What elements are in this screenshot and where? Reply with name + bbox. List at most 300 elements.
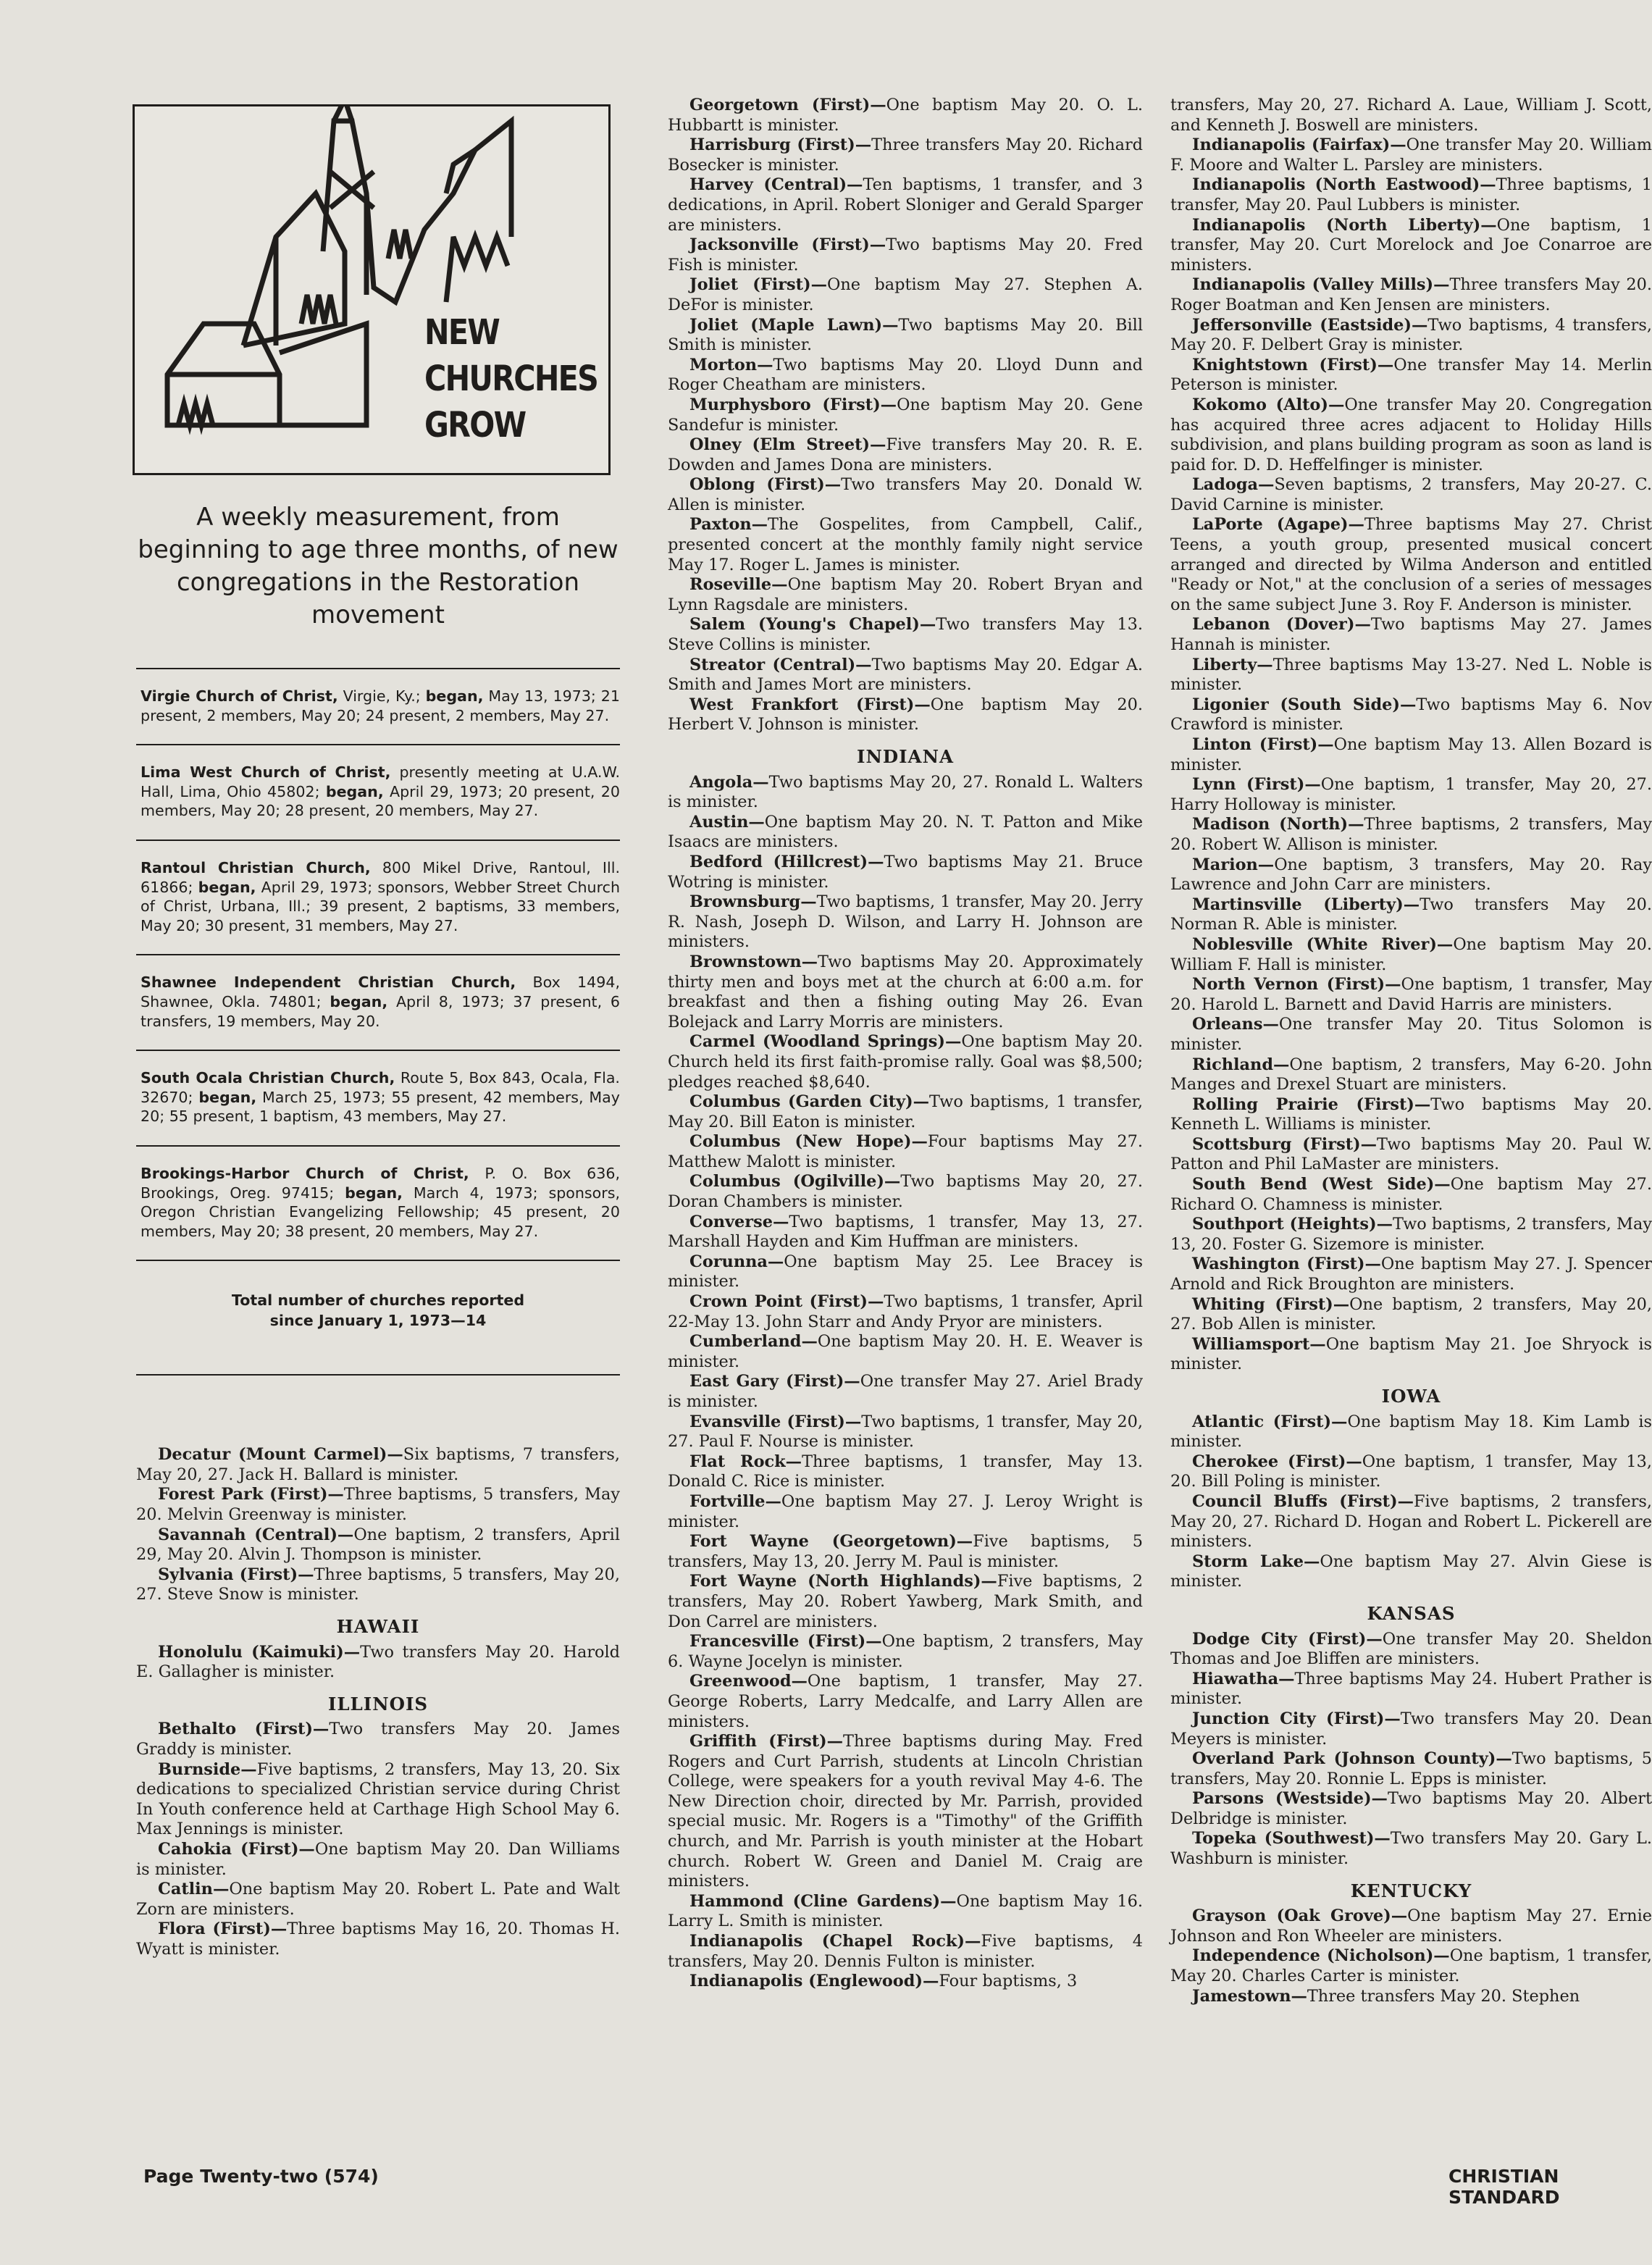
church-entry — [668, 515, 1143, 575]
congregation-address: 800 Mikel Drive, Rantoul, Ill. 61866; — [141, 858, 620, 896]
began-label: began, — [198, 878, 256, 896]
church-report: One baptism May 20. Robert Bryan and Lynn Ragsdale are ministers. — [668, 575, 1143, 614]
church-report: Two baptisms May 20. Fred Fish is minister. — [668, 235, 1143, 275]
church-report: Two baptisms, 1 transfer, May 20, 27. Paul F. Nourse is minister. — [668, 1412, 1143, 1452]
church-name: Decatur (Mount Carmel)— — [158, 1445, 403, 1465]
church-report: Ten baptisms, 1 transfer, and 3 dedications, in April. Robert Sloniger and Gerald Sparger are ministers. — [668, 175, 1143, 235]
church-entry — [1170, 395, 1652, 475]
church-report: Two baptisms, 5 transfers, May 20. Ronnie L. Epps is minister. — [1170, 1749, 1652, 1788]
church-report: Two transfers May 20. James Graddy is minister. — [136, 1720, 620, 1759]
church-entry — [668, 1132, 1143, 1172]
church-name: Columbus (Garden City)— — [689, 1092, 930, 1112]
church-name: Indianapolis (North Liberty)— — [1192, 215, 1497, 235]
church-name: West Frankfort (First)— — [689, 695, 931, 714]
church-report: Two baptisms, 1 transfer, May 20. Bill Eaton is minister. — [668, 1092, 1143, 1131]
church-name: Martinsville (Liberty)— — [1192, 895, 1420, 914]
church-name: Council Bluffs (First)— — [1192, 1491, 1414, 1511]
state-heading-kentucky: KENTUCKY — [1350, 1880, 1472, 1901]
church-name: East Gary (First)— — [689, 1372, 860, 1391]
church-name: Rolling Prairie (First)— — [1192, 1094, 1431, 1114]
logo-line-churches: CHURCHES — [424, 359, 598, 399]
church-report: Three baptisms, 5 transfers, May 20, 27. Steve Snow is minister. — [136, 1565, 620, 1604]
congregation-address: presently meeting at U.A.W. Hall, Lima, Ohio 45802; — [141, 763, 621, 800]
church-name: Parsons (Westside)— — [1192, 1789, 1388, 1809]
church-entry — [668, 1532, 1143, 1572]
congregation-address: Route 5, Box 843, Ocala, Fla. 32670; — [141, 1069, 620, 1106]
church-name: Cherokee (First)— — [1192, 1452, 1362, 1471]
church-report: One baptism, 2 transfers, April 29, May 20. Alvin J. Thompson is minister. — [136, 1525, 620, 1565]
church-report: Two baptisms, 2 transfers, May 13, 20. Foster G. Sizemore is minister. — [1170, 1215, 1652, 1254]
church-entry — [668, 175, 1143, 235]
church-report: One baptism, 1 transfer, May 20, 27. Harry Holloway is minister. — [1170, 775, 1652, 814]
church-entry — [1170, 735, 1652, 775]
church-report: One baptism, 1 transfer, May 20. Harold L. Barnett and David Harris are ministers. — [1170, 975, 1652, 1014]
state-heading-illinois: ILLINOIS — [327, 1693, 429, 1715]
church-entry — [1170, 96, 1652, 135]
began-label: began, — [330, 992, 388, 1010]
church-name: Indianapolis (Valley Mills)— — [1192, 275, 1450, 295]
church-report: Three baptisms, 1 transfer, May 20. Paul Lubbers is minister. — [1170, 175, 1652, 214]
church-name: Harvey (Central)— — [689, 175, 863, 195]
church-name: Hammond (Cline Gardens)— — [689, 1891, 957, 1911]
church-entry — [668, 1892, 1143, 1932]
church-report: Two baptisms May 20. Approximately thirty men and boys met at the church at 6:00 a.m. for breakfast and then a fishing outing May 26. Evan Bolejack and Larry Morris are ministers. — [668, 952, 1143, 1031]
church-report: One baptism May 20. Church held its first faith-promise rally. Goal was $8,500; pledges reached $8,640. — [668, 1032, 1144, 1092]
church-entry — [668, 1972, 1143, 1992]
church-name: Salem (Young's Chapel)— — [689, 615, 936, 635]
church-entry — [1170, 216, 1652, 276]
church-entry — [1170, 615, 1652, 655]
church-report: Two baptisms May 6. Nov Crawford is minister. — [1170, 695, 1652, 734]
church-report: One baptism May 21. Joe Shryock is minister. — [1170, 1334, 1652, 1374]
church-name: Joliet (Maple Lawn)— — [689, 315, 899, 335]
church-entry — [1170, 1015, 1652, 1055]
church-name: Griffith (First)— — [689, 1732, 844, 1751]
church-name: Richland— — [1192, 1055, 1290, 1074]
church-entry — [1170, 935, 1652, 975]
church-entry — [136, 1525, 620, 1565]
church-name: Forest Park (First)— — [158, 1485, 344, 1504]
church-entry — [1170, 775, 1652, 815]
church-name: Harrisburg (First)— — [689, 135, 872, 155]
began-label: began, — [325, 782, 384, 800]
church-report: Two baptisms, 1 transfer, May 13, 27. Marshall Hayden and Kim Huffman are ministers. — [668, 1212, 1143, 1252]
church-entry — [1170, 1255, 1652, 1294]
church-report: Three transfers May 20. Richard Bosecker is minister. — [668, 135, 1144, 175]
church-entry — [1170, 855, 1652, 895]
church-name: Washington (First)— — [1192, 1255, 1381, 1274]
church-entry — [668, 813, 1143, 853]
church-entry — [668, 395, 1143, 435]
church-entry — [136, 1485, 620, 1525]
church-name: Indianapolis (North Eastwood)— — [1192, 175, 1496, 195]
church-name: Catlin— — [158, 1880, 230, 1899]
church-entry — [668, 1672, 1143, 1732]
church-name: Bedford (Hillcrest)— — [689, 852, 884, 871]
church-report: Two transfers May 20. Harold E. Gallagher is minister. — [136, 1642, 621, 1682]
church-name: Scottsburg (First)— — [1192, 1134, 1378, 1154]
church-report: Two transfers May 13. Steve Collins is minister. — [668, 615, 1143, 655]
church-report: Two baptisms, 1 transfer, May 20. Jerry R. Nash, Joseph D. Wilson, and Larry H. Johnson are ministers. — [668, 892, 1143, 952]
church-name: Liberty— — [1192, 655, 1273, 674]
church-entry — [1170, 316, 1652, 356]
church-entry — [668, 1732, 1143, 1892]
new-congregation-records — [136, 668, 620, 1260]
church-name: Joliet (First)— — [689, 275, 827, 295]
church-report: Six baptisms, 7 transfers, May 20, 27. Jack H. Ballard is minister. — [136, 1445, 620, 1484]
page-number-footer: Page Twenty-two (574) — [143, 2166, 379, 2187]
church-name: Morton— — [689, 355, 773, 374]
church-name: Linton (First)— — [1192, 735, 1334, 754]
church-name: Junction City (First)— — [1192, 1709, 1401, 1728]
church-report: One transfer May 20. Congregation has acquired three acres adjacent to Holiday Hills subdivision, and plans building program as soon as land is paid for. D. D. Heffelfinger is minister. — [1170, 395, 1652, 474]
church-name: Oblong (First)— — [689, 475, 842, 495]
church-name: Knightstown (First)— — [1192, 355, 1394, 374]
church-report: Four baptisms May 27. Matthew Malott is minister. — [668, 1132, 1144, 1171]
church-report: One baptism, 2 transfers, May 6. Wayne Jocelyn is minister. — [668, 1632, 1143, 1671]
church-entry — [136, 1720, 620, 1759]
state-heading-kansas: KANSAS — [1367, 1602, 1456, 1624]
church-entry — [136, 1643, 620, 1683]
entries-illinois — [136, 1720, 620, 1959]
intro-caption: A weekly measurement, from beginning to age three months, of new congregations in the Restoration movement — [138, 503, 619, 629]
began-label: began, — [345, 1184, 403, 1202]
church-name: Ligonier (South Side)— — [1192, 695, 1417, 714]
church-name: Carmel (Woodland Springs)— — [689, 1032, 962, 1052]
congregation-address: Virgie, Ky.; — [337, 687, 426, 705]
church-name: Atlantic (First)— — [1192, 1412, 1348, 1431]
church-name: LaPorte (Agape)— — [1192, 515, 1364, 535]
church-entry — [136, 1760, 620, 1840]
church-entry — [1170, 1670, 1652, 1709]
church-report: One baptism May 20. Dan Williams is minister. — [136, 1839, 620, 1879]
church-report: One baptism, 1 transfer, May 20. Charles Carter is minister. — [1170, 1946, 1652, 1986]
church-entry — [668, 1213, 1143, 1252]
church-name: Lynn (First)— — [1192, 775, 1321, 795]
church-report: One baptism May 20. Herbert V. Johnson is minister. — [668, 695, 1144, 734]
congregation-details: April 8, 1973; 37 present, 6 transfers, 19 members, May 20. — [141, 992, 621, 1030]
church-entry — [1170, 515, 1652, 615]
church-entry — [668, 1932, 1143, 1972]
church-entry — [136, 1880, 620, 1919]
church-report: Two baptisms May 20. Kenneth L. Williams is minister. — [1170, 1094, 1652, 1134]
congregation-address: P. O. Box 636, Brookings, Oreg. 97415; — [141, 1164, 621, 1202]
church-name: Brownsburg— — [689, 892, 817, 912]
church-name: Topeka (Southwest)— — [1192, 1829, 1391, 1849]
church-entry — [668, 615, 1143, 655]
congregation-record — [136, 669, 620, 744]
congregation-details: March 4, 1973; sponsors, Oregon Christian Evangelizing Fellowship; 45 present, 20 members, May 20; 38 present, 20 members, May 27. — [141, 1184, 620, 1240]
column-right — [1170, 96, 1652, 2006]
church-entry — [668, 953, 1143, 1032]
congregation-details: April 29, 1973; 20 present, 20 members, May 20; 28 present, 20 members, May 27. — [141, 782, 620, 820]
logo-line-new: NEW — [424, 312, 500, 353]
church-entry — [1170, 1709, 1652, 1749]
church-report: Three baptisms May 24. Hubert Prather is minister. — [1170, 1669, 1652, 1709]
church-report: One baptism May 25. Lee Bracey is minister. — [668, 1252, 1143, 1291]
church-report: One baptism, 3 transfers, May 20. Ray Lawrence and John Carr are ministers. — [1170, 855, 1652, 895]
church-report: Two transfers May 20. Gary L. Washburn is minister. — [1170, 1829, 1652, 1869]
church-entry — [668, 575, 1143, 615]
church-name: Independence (Nicholson)— — [1192, 1946, 1450, 1966]
church-report: Three baptisms, 5 transfers, May 20. Melvin Greenway is minister. — [136, 1485, 621, 1525]
total-line-2: since January 1, 1973—14 — [269, 1312, 487, 1330]
church-entry — [1170, 356, 1652, 395]
church-entry — [668, 235, 1143, 275]
church-report: One baptism May 20. Robert L. Pate and Walt Zorn are ministers. — [136, 1880, 620, 1919]
church-name: Roseville— — [689, 575, 788, 595]
church-entry — [1170, 1452, 1652, 1492]
church-entry — [1170, 1946, 1652, 1986]
church-entry — [668, 773, 1143, 813]
logo-text — [424, 309, 598, 448]
church-report: One baptism, 1 transfer, May 13, 20. Bill Poling is minister. — [1170, 1452, 1652, 1491]
church-entry — [668, 1492, 1143, 1532]
church-report: Five transfers May 20. R. E. Dowden and James Dona are ministers. — [668, 435, 1143, 474]
church-name: Hiawatha— — [1192, 1669, 1295, 1688]
church-entry — [668, 1172, 1143, 1212]
church-report: Three baptisms May 13-27. Ned L. Noble is minister. — [1170, 655, 1652, 695]
church-entry — [136, 1445, 620, 1485]
church-name: Fortville— — [689, 1491, 781, 1511]
church-entry — [668, 1452, 1143, 1492]
church-name: South Bend (West Side)— — [1192, 1175, 1451, 1194]
church-report: One baptism May 27. J. Leroy Wright is minister. — [668, 1491, 1143, 1531]
church-name: Dodge City (First)— — [1192, 1629, 1383, 1649]
church-entry — [668, 1632, 1143, 1672]
church-report: Three transfers May 20. Stephen — [1307, 1986, 1580, 2006]
church-name: Fort Wayne (Georgetown)— — [689, 1532, 973, 1552]
church-entry — [1170, 656, 1652, 695]
church-name: Crown Point (First)— — [689, 1292, 884, 1312]
church-report: One transfer May 20. Sheldon Thomas and Joe Bliffen are ministers. — [1170, 1629, 1652, 1669]
church-entry — [668, 853, 1143, 892]
church-entry — [668, 1372, 1143, 1412]
church-name: Jamestown— — [1192, 1986, 1307, 2006]
church-report: Two baptisms, 1 transfer, April 22-May 13. John Starr and Andy Pryor are ministers. — [668, 1292, 1144, 1331]
church-report: Two baptisms May 21. Bruce Wotring is minister. — [668, 852, 1144, 892]
church-entry — [668, 135, 1143, 175]
church-entry — [1170, 275, 1652, 315]
church-report: Two baptisms May 20. Bill Smith is minister. — [668, 315, 1143, 355]
church-report: One baptism, 1 transfer, May 20. Curt Morelock and Joe Conarroe are ministers. — [1170, 215, 1652, 275]
church-entry — [1170, 1829, 1652, 1869]
church-name: Kokomo (Alto)— — [1192, 395, 1345, 414]
church-report: Four baptisms, 3 — [939, 1972, 1078, 1991]
church-name: Flora (First)— — [158, 1919, 288, 1939]
church-name: Indianapolis (Englewood)— — [689, 1972, 939, 1991]
congregation-name: Rantoul Christian Church, — [141, 858, 371, 876]
church-name: Jeffersonville (Eastside)— — [1192, 315, 1428, 335]
total-churches-reported — [136, 1261, 620, 1374]
congregation-address: Box 1494, Shawnee, Okla. 74801; — [141, 974, 620, 1010]
congregation-record — [136, 1051, 620, 1145]
church-entry — [1170, 475, 1652, 515]
church-entry — [1170, 1492, 1652, 1552]
entries-hawaii — [136, 1643, 620, 1683]
church-report: Two transfers May 20. Norman R. Able is minister. — [1170, 895, 1652, 934]
church-entry — [1170, 1135, 1652, 1175]
church-entry — [668, 1252, 1143, 1292]
church-entry — [1170, 1749, 1652, 1789]
church-name: Williamsport— — [1192, 1334, 1326, 1354]
congregation-details: May 13, 1973; 21 present, 2 members, May 20; 24 present, 2 members, May 27. — [141, 687, 620, 724]
church-name: Brownstown— — [689, 952, 818, 971]
church-report: The Gospelites, from Campbell, Calif., presented concert at the monthly family night service May 17. Roger L. James is minister. — [668, 515, 1143, 574]
church-entry — [1170, 1630, 1652, 1670]
church-entry — [668, 435, 1143, 475]
church-entry — [668, 316, 1143, 356]
church-name: Indianapolis (Chapel Rock)— — [689, 1932, 981, 1951]
church-report: One baptism May 18. Kim Lamb is minister. — [1170, 1412, 1652, 1452]
church-entry — [668, 275, 1143, 315]
congregation-details: April 29, 1973; sponsors, Webber Street Church of Christ, Urbana, Ill.; 39 present, 2 baptisms, 33 members, May 20; 30 present, 31 members, May 27. — [141, 878, 620, 934]
church-report: One baptism May 20. O. L. Hubbartt is minister. — [668, 96, 1143, 135]
church-name: Lebanon (Dover)— — [1192, 615, 1371, 635]
church-name: Fort Wayne (North Highlands)— — [689, 1572, 997, 1591]
church-report: Three baptisms May 16, 20. Thomas H. Wyatt is minister. — [136, 1919, 620, 1959]
church-name: Sylvania (First)— — [158, 1565, 314, 1584]
church-entry — [668, 1032, 1143, 1092]
church-entry — [668, 96, 1143, 135]
church-name: Francesville (First)— — [689, 1632, 882, 1651]
church-report: Two transfers May 20. Donald W. Allen is minister. — [668, 475, 1143, 514]
column-middle — [668, 96, 1143, 1992]
church-report: One baptism May 20. N. T. Patton and Mike Isaacs are ministers. — [668, 812, 1143, 852]
church-report: Two baptisms, 4 transfers, May 20. F. Delbert Gray is minister. — [1170, 315, 1652, 355]
church-entry — [1170, 1095, 1652, 1135]
church-report: One baptism May 16. Larry L. Smith is minister. — [668, 1891, 1143, 1931]
church-report: Five baptisms, 2 transfers, May 20. Robert Yawberg, Mark Smith, and Don Carrel are ministers. — [668, 1572, 1143, 1631]
church-report: One transfer May 27. Ariel Brady is minister. — [668, 1372, 1143, 1411]
state-heading-indiana: INDIANA — [857, 746, 954, 767]
church-report: One baptism May 27. Richard O. Chamness is minister. — [1170, 1175, 1652, 1214]
church-name: Georgetown (First)— — [689, 96, 886, 114]
church-name: Converse— — [689, 1212, 789, 1231]
church-report: One baptism, 1 transfer, May 27. George Roberts, Larry Medcalfe, and Larry Allen are ministers. — [668, 1672, 1143, 1731]
church-entry — [136, 1919, 620, 1959]
church-name: Burnside— — [158, 1759, 257, 1779]
congregation-details: March 25, 1973; 55 present, 42 members, May 20; 55 present, 1 baptism, 43 members, May 27. — [141, 1088, 620, 1126]
church-name: Bethalto (First)— — [158, 1720, 330, 1739]
church-report: One baptism May 27. Ernie Johnson and Ron Wheeler are ministers. — [1170, 1906, 1652, 1946]
church-name: Grayson (Oak Grove)— — [1192, 1906, 1408, 1926]
church-entry — [1170, 1552, 1652, 1592]
church-name: Paxton— — [689, 515, 768, 535]
new-churches-grow-logo — [133, 104, 611, 475]
church-name: Cahokia (First)— — [158, 1839, 315, 1859]
church-entry — [668, 695, 1143, 735]
column-left — [136, 96, 620, 1960]
church-entry — [668, 892, 1143, 953]
church-entry — [668, 656, 1143, 695]
congregation-record — [136, 1147, 620, 1260]
church-name: Marion— — [1192, 855, 1275, 874]
publication-name-footer: CHRISTIAN STANDARD — [1448, 2166, 1560, 2208]
church-name: Cumberland— — [689, 1332, 818, 1352]
congregation-record — [136, 745, 620, 840]
church-report: Two baptisms May 20, 27. Ronald L. Walters is minister. — [668, 772, 1143, 812]
church-report: Three baptisms, 1 transfer, May 13. Donald C. Rice is minister. — [668, 1452, 1143, 1491]
church-entry — [1170, 695, 1652, 735]
church-name: Overland Park (Johnson County)— — [1192, 1749, 1512, 1769]
church-name: Savannah (Central)— — [158, 1525, 354, 1544]
church-report: One transfer May 20. William F. Moore and Walter L. Parsley are ministers. — [1170, 135, 1652, 175]
church-report: Three transfers May 20. Roger Boatman and Ken Jensen are ministers. — [1170, 275, 1652, 314]
church-name: Indianapolis (Fairfax)— — [1192, 135, 1406, 155]
church-name: Olney (Elm Street)— — [689, 435, 886, 455]
church-entry — [1170, 975, 1652, 1015]
entries-illinois-continued — [668, 96, 1143, 735]
entries-kentucky — [1170, 1906, 1652, 2006]
church-report: One baptism May 13. Allen Bozard is minister. — [1170, 735, 1652, 774]
church-report: One baptism May 20. William F. Hall is minister. — [1170, 934, 1652, 974]
church-report: Five baptisms, 2 transfers, May 20, 27. Richard D. Hogan and Robert L. Pickerell are ministers. — [1170, 1491, 1652, 1552]
church-entry — [1170, 1412, 1652, 1452]
church-entry — [1170, 1335, 1652, 1375]
church-report: Two baptisms May 20, 27. Doran Chambers is minister. — [668, 1172, 1144, 1212]
began-label: began, — [198, 1088, 257, 1106]
congregation-record — [136, 955, 620, 1050]
church-report: One baptism, 2 transfers, May 6-20. John Manges and Drexel Stuart are ministers. — [1170, 1055, 1652, 1094]
church-report: Two baptisms May 27. James Hannah is minister. — [1170, 615, 1652, 655]
church-entry — [668, 1412, 1143, 1452]
church-report: transfers, May 20, 27. Richard A. Laue, William J. Scott, and Kenneth J. Boswell are ministers. — [1170, 96, 1652, 135]
church-entry — [136, 1840, 620, 1880]
church-entry — [1170, 135, 1652, 175]
church-report: One baptism May 27. Alvin Giese is minister. — [1170, 1552, 1652, 1591]
church-entry — [1170, 1175, 1652, 1215]
church-name: Honolulu (Kaimuki)— — [158, 1642, 361, 1662]
church-report: Two transfers May 20. Dean Meyers is minister. — [1170, 1709, 1652, 1749]
church-name: Streator (Central)— — [689, 655, 872, 674]
church-entry — [668, 1572, 1143, 1632]
church-name: Madison (North)— — [1192, 815, 1364, 834]
entries-indiana — [668, 773, 1143, 1992]
congregation-record — [136, 841, 620, 954]
began-label: began, — [425, 687, 484, 705]
church-entry — [1170, 175, 1652, 215]
church-report: One baptism May 27. Stephen A. DeFor is minister. — [668, 275, 1143, 314]
church-name: Columbus (Ogilville)— — [689, 1172, 901, 1192]
church-name: Flat Rock— — [689, 1452, 802, 1471]
church-name: Greenwood— — [689, 1672, 808, 1691]
church-report: One baptism May 20. Gene Sandefur is minister. — [668, 395, 1143, 435]
church-report: One baptism May 27. J. Spencer Arnold and Rick Broughton are ministers. — [1170, 1255, 1652, 1294]
church-entry — [1170, 1295, 1652, 1335]
congregation-name: Brookings-Harbor Church of Christ, — [141, 1164, 469, 1182]
church-name: Jacksonville (First)— — [689, 235, 886, 255]
entries-list — [136, 1445, 620, 1605]
church-entry — [1170, 1215, 1652, 1255]
church-report: One baptism May 20. H. E. Weaver is minister. — [668, 1332, 1143, 1371]
church-name: Orleans— — [1192, 1015, 1279, 1034]
congregation-name: South Ocala Christian Church, — [141, 1069, 395, 1087]
congregation-name: Lima West Church of Christ, — [141, 763, 391, 782]
church-name: Southport (Heights)— — [1192, 1215, 1393, 1234]
church-name: Austin— — [689, 812, 765, 832]
church-entry — [136, 1565, 620, 1605]
church-report: Three baptisms May 27. Christ Teens, a youth group, presented musical concert arranged and directed by Wilma Anderson and entitled "Ready or Not," at the conclusion of a series of messages on the same subject June 3. Roy F. Anderson is minister. — [1170, 515, 1652, 614]
church-report: Two baptisms May 20. Albert Delbridge is minister. — [1170, 1789, 1652, 1828]
entries-iowa — [1170, 1412, 1652, 1592]
church-entry — [668, 356, 1143, 395]
church-entry — [668, 1292, 1143, 1332]
divider — [136, 1374, 620, 1376]
church-name: Whiting (First)— — [1192, 1294, 1350, 1314]
congregation-name: Shawnee Independent Christian Church, — [141, 974, 516, 992]
church-entry — [1170, 895, 1652, 935]
